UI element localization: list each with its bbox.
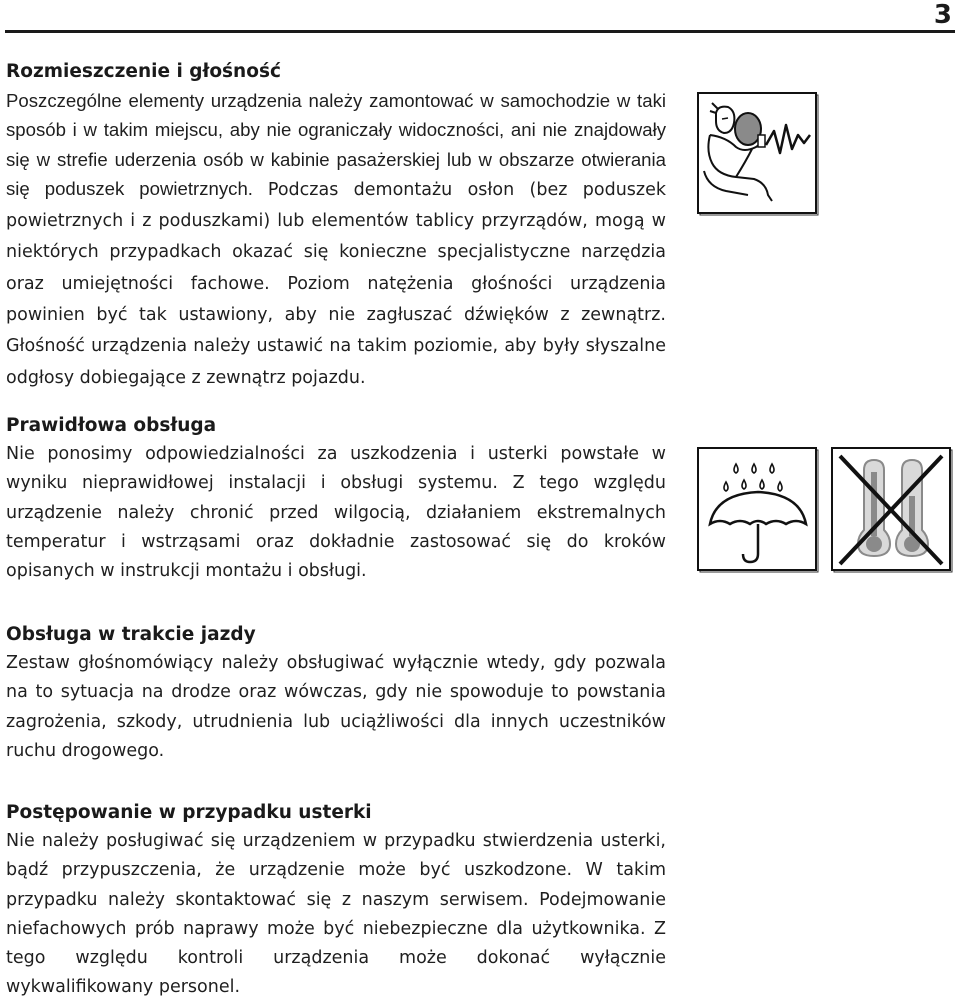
section-malfunction	[6, 799, 666, 1003]
header-rule	[5, 30, 955, 33]
section-body	[6, 86, 666, 393]
no-extreme-temperature-icon	[830, 446, 954, 574]
section-body: Zestaw głośnomówiący należy obsługiwać wyłącznie wtedy, gdy pozwala na to sytuacja na drodze oraz wówczas, gdy nie spowoduje to powstania zagrożenia, szkody, utrudnienia lub uciążliwości dla innych uczestników ruchu drogowego.	[6, 653, 666, 761]
section-body-part: Poszczególne elementy urządzenia należy zamontować w samochodzie w taki sposób i w takim miejscu, aby nie ograniczały widoczności, ani nie znajdowały się w strefie uderzenia osób w kabinie pasażerskiej lub w obszarze otwierania się poduszek powietrznych.	[6, 90, 666, 199]
section-title: Obsługa w trakcie jazdy	[6, 624, 256, 645]
section-placement-volume	[6, 58, 666, 393]
section-body-part: Podczas demontażu osłon (bez poduszek powietrznych i z poduszkami) lub elementów tablicy przyrządów, mogą w niektórych przypadkach okazać się konieczne specjalistyczne narzędzia oraz umiejętności fachowe. Poziom natężenia głośności urządzenia powinien być tak ustawiony, aby nie zagłuszać dźwięków z zewnątrz. Głośność urządzenia należy ustawić na takim poziomie, aby były słyszalne odgłosy dobiegające z zewnątrz pojazdu.	[6, 179, 667, 388]
person-loud-sound-icon	[696, 91, 820, 217]
section-body: Nie należy posługiwać się urządzeniem w przypadku stwierdzenia usterki, bądź przypuszczenia, że urządzenie może być uszkodzone. W takim przypadku należy skontaktować się z naszym serwisem. Podejmowanie niefachowych prób naprawy może być niebezpieczne dla użytkownika. Z tego względu kontroli urządzenia może dokonać wyłącznie wykwalifikowany personel.	[6, 831, 666, 998]
page-number: 3	[933, 0, 952, 30]
section-proper-use	[6, 412, 666, 586]
section-while-driving	[6, 621, 666, 766]
section-title: Rozmieszczenie i głośność	[6, 61, 281, 82]
section-title: Postępowanie w przypadku usterki	[6, 802, 372, 823]
section-title: Prawidłowa obsługa	[6, 415, 217, 436]
section-body: Nie ponosimy odpowiedzialności za uszkodzenia i usterki powstałe w wyniku nieprawidłowej instalacji i obsługi systemu. Z tego względu urządzenie należy chronić przed wilgocią, działaniem ekstremalnych temperatur i wstrząsami oraz dokładnie zastosować się do kroków opisanych w instrukcji montażu i obsługi.	[6, 444, 666, 582]
umbrella-rain-icon	[696, 446, 820, 574]
